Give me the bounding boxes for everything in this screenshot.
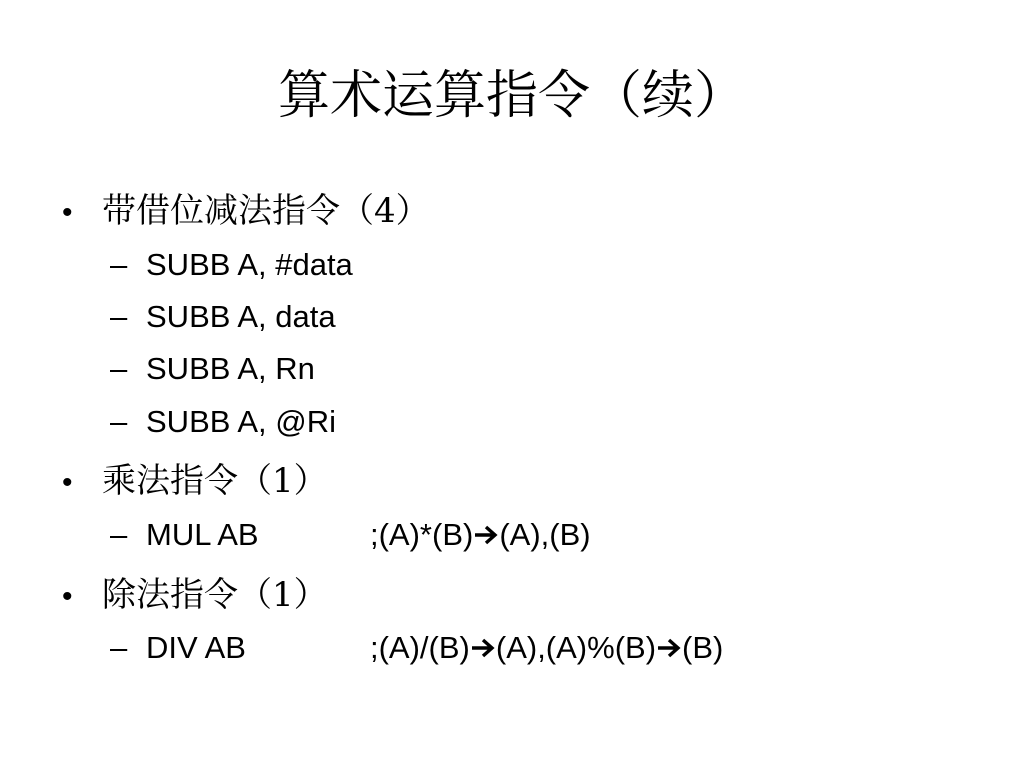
- instruction-text: SUBB A, Rn: [146, 351, 315, 386]
- sub-item: [110, 349, 315, 389]
- instruction-text: DIV AB: [146, 630, 246, 665]
- dash-marker: –: [110, 351, 128, 386]
- comment-part: (A),(B): [499, 517, 591, 552]
- sub-item: [110, 297, 336, 337]
- right-arrow-icon: [657, 637, 681, 659]
- bullet-marker: •: [62, 466, 73, 499]
- bullet-item-divide: [62, 570, 328, 620]
- comment-part: ;(A)*(B): [370, 517, 474, 552]
- sub-item: [110, 628, 723, 668]
- instruction-text: SUBB A, @Ri: [146, 404, 336, 439]
- bullet-item-subtract-with-borrow: [62, 186, 430, 236]
- dash-marker: –: [110, 247, 128, 282]
- dash-marker: –: [110, 299, 128, 334]
- comment-part: (B): [682, 630, 724, 665]
- slide-title: 算术运算指令（续）: [277, 66, 746, 126]
- dash-marker: –: [110, 630, 128, 665]
- comment-part: ;(A)/(B): [370, 630, 470, 665]
- dash-marker: –: [110, 517, 128, 552]
- dash-marker: –: [110, 404, 128, 439]
- instruction-text: SUBB A, #data: [146, 247, 353, 282]
- bullet-heading: 带借位减法指令（4）: [102, 191, 430, 231]
- bullet-marker: •: [62, 196, 73, 229]
- right-arrow-icon: [474, 524, 498, 546]
- comment-part: (A),(A)%(B): [495, 630, 657, 665]
- sub-item: [110, 245, 353, 285]
- bullet-heading: 乘法指令（1）: [102, 461, 328, 501]
- right-arrow-icon: [471, 637, 495, 659]
- instruction-text: MUL AB: [146, 517, 259, 552]
- bullet-heading: 除法指令（1）: [102, 575, 328, 615]
- instruction-comment: [370, 628, 723, 668]
- bullet-item-multiply: [62, 456, 328, 506]
- sub-item: [110, 515, 591, 555]
- bullet-marker: •: [62, 580, 73, 613]
- sub-item: [110, 402, 336, 442]
- instruction-text: SUBB A, data: [146, 299, 336, 334]
- instruction-comment: [370, 515, 591, 555]
